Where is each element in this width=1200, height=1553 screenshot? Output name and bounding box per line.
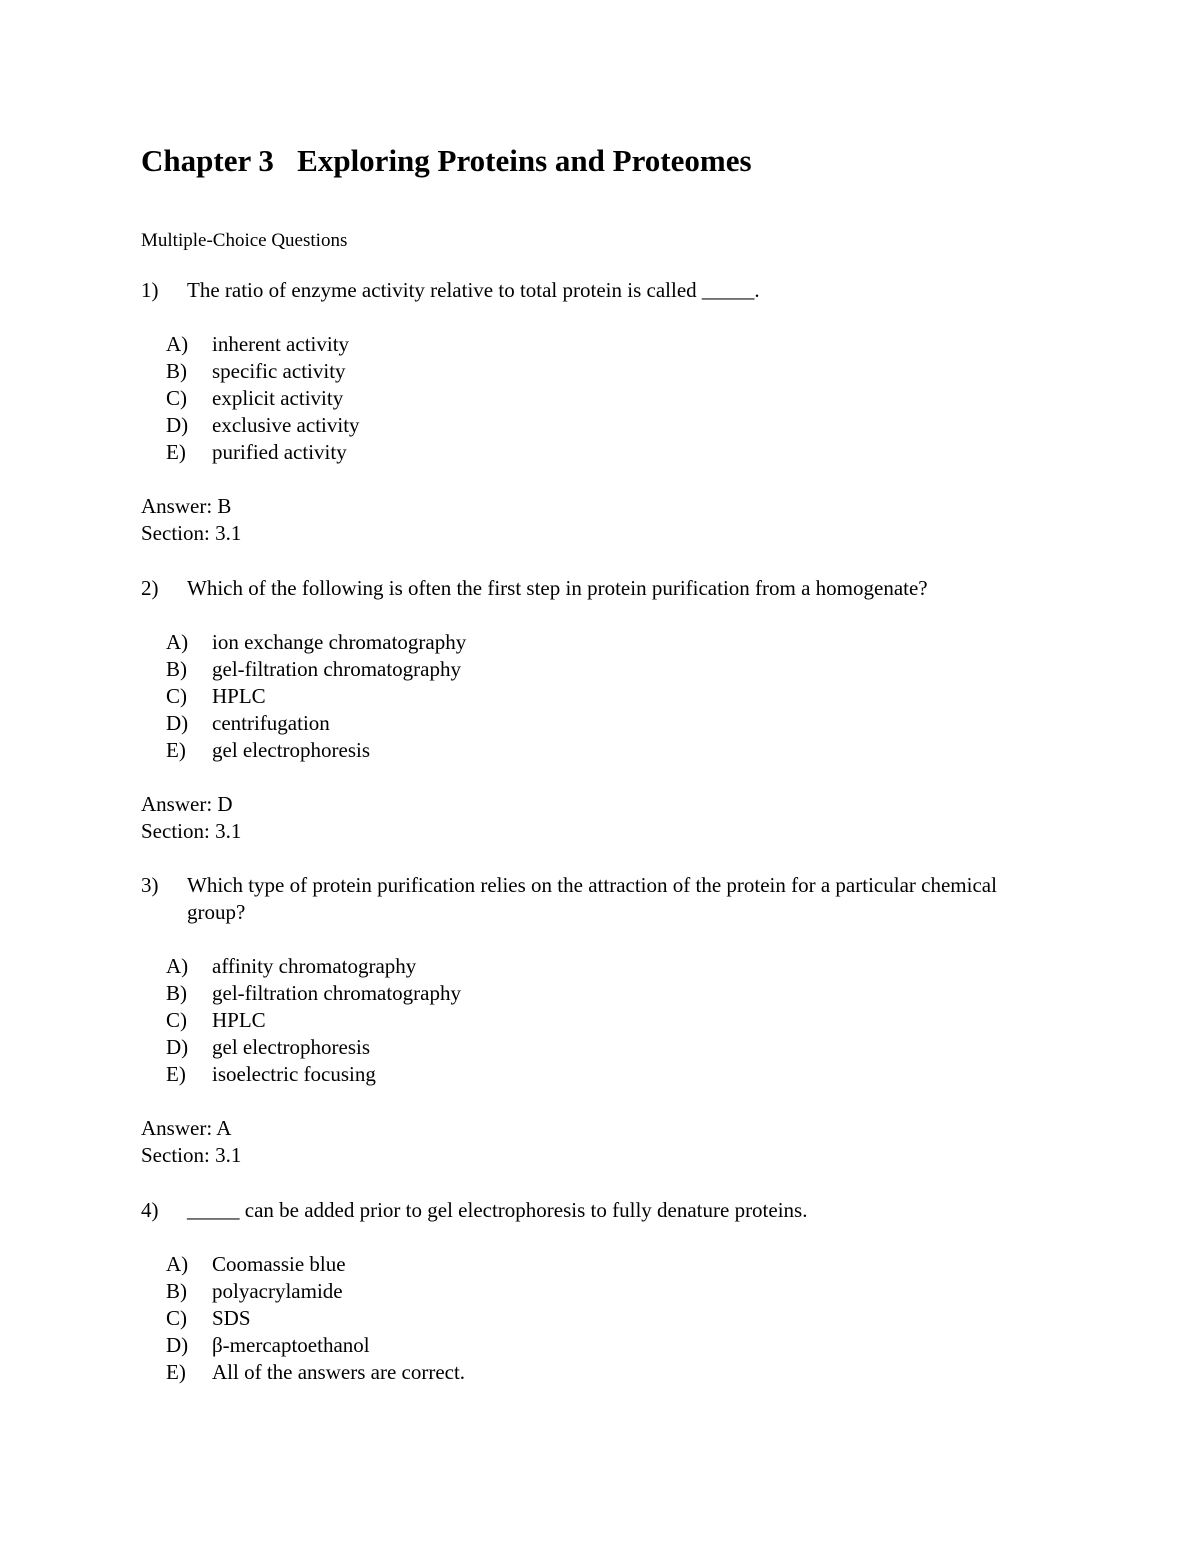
option-letter: C) <box>166 1008 187 1032</box>
section-ref: Section: 3.1 <box>141 819 242 843</box>
option-letter: D) <box>166 1035 189 1059</box>
option-letter: B) <box>166 1279 187 1303</box>
option-text: All of the answers are correct. <box>212 1360 466 1384</box>
option-letter: B) <box>166 981 187 1005</box>
answer-text: Answer: D <box>141 792 233 816</box>
option-letter: D) <box>166 1333 189 1357</box>
section-ref: Section: 3.1 <box>141 1143 242 1167</box>
option-text: gel electrophoresis <box>212 738 371 762</box>
option-a <box>166 953 1041 980</box>
option-text: polyacrylamide <box>212 1279 343 1303</box>
option-c <box>166 385 1041 412</box>
options-list <box>141 1251 1041 1386</box>
section-ref: Section: 3.1 <box>141 521 242 545</box>
question-stem <box>141 575 1041 602</box>
option-text: affinity chromatography <box>212 954 417 978</box>
option-letter: D) <box>166 711 189 735</box>
option-text: purified activity <box>212 440 347 464</box>
option-text: exclusive activity <box>212 413 360 437</box>
option-a <box>166 331 1041 358</box>
option-text: ion exchange chromatography <box>212 630 467 654</box>
question-stem <box>141 277 1041 304</box>
question-stem <box>141 1197 1041 1224</box>
question-number: 2) <box>141 576 159 600</box>
answer-text: Answer: B <box>141 494 232 518</box>
option-b <box>166 656 1041 683</box>
option-text: isoelectric focusing <box>212 1062 376 1086</box>
option-letter: E) <box>166 1062 186 1086</box>
option-text: gel-filtration chromatography <box>212 657 461 681</box>
question-text: Which of the following is often the first step in protein purification from a homogenate? <box>187 576 928 600</box>
option-b <box>166 358 1041 385</box>
options-list <box>141 629 1041 764</box>
option-e <box>166 439 1041 466</box>
question-4 <box>141 1197 1041 1386</box>
option-text: inherent activity <box>212 332 350 356</box>
option-a <box>166 629 1041 656</box>
question-2 <box>141 575 1041 845</box>
question-text: _____ can be added prior to gel electrophoresis to fully denature proteins. <box>187 1198 808 1222</box>
option-b <box>166 1278 1041 1305</box>
option-letter: D) <box>166 413 189 437</box>
option-d <box>166 1332 1041 1359</box>
option-letter: E) <box>166 440 186 464</box>
option-letter: C) <box>166 1306 187 1330</box>
answer-block <box>141 1115 1041 1169</box>
option-c <box>166 1305 1041 1332</box>
option-letter: E) <box>166 1360 186 1384</box>
option-c <box>166 1007 1041 1034</box>
question-stem <box>141 872 1041 926</box>
option-letter: B) <box>166 359 187 383</box>
section-subtitle: Multiple-Choice Questions <box>141 230 348 251</box>
answer-block <box>141 493 1041 547</box>
option-text: specific activity <box>212 359 346 383</box>
question-number: 3) <box>141 873 159 897</box>
option-letter: B) <box>166 657 187 681</box>
page-title: Chapter 3 Exploring Proteins and Proteomes <box>141 143 752 178</box>
option-text: β-mercaptoethanol <box>212 1333 370 1357</box>
option-letter: A) <box>166 630 189 654</box>
answer-block <box>141 791 1041 845</box>
option-e <box>166 1359 1041 1386</box>
option-text: SDS <box>212 1306 251 1330</box>
option-e <box>166 1061 1041 1088</box>
options-list <box>141 953 1041 1088</box>
question-text: Which type of protein purification relies on the attraction of the protein for a particular chemical group? <box>187 873 997 924</box>
option-text: gel-filtration chromatography <box>212 981 461 1005</box>
question-number: 1) <box>141 278 159 302</box>
option-a <box>166 1251 1041 1278</box>
answer-text: Answer: A <box>141 1116 232 1140</box>
option-e <box>166 737 1041 764</box>
option-letter: C) <box>166 386 187 410</box>
option-letter: C) <box>166 684 187 708</box>
option-c <box>166 683 1041 710</box>
option-text: HPLC <box>212 684 266 708</box>
option-letter: A) <box>166 332 189 356</box>
question-number: 4) <box>141 1198 159 1222</box>
option-text: HPLC <box>212 1008 266 1032</box>
option-letter: A) <box>166 1252 189 1276</box>
option-b <box>166 980 1041 1007</box>
question-1 <box>141 277 1041 547</box>
option-text: gel electrophoresis <box>212 1035 371 1059</box>
option-text: explicit activity <box>212 386 344 410</box>
options-list <box>141 331 1041 466</box>
option-text: Coomassie blue <box>212 1252 346 1276</box>
option-d <box>166 710 1041 737</box>
option-letter: A) <box>166 954 189 978</box>
option-d <box>166 1034 1041 1061</box>
question-text: The ratio of enzyme activity relative to total protein is called _____. <box>187 278 760 302</box>
option-text: centrifugation <box>212 711 330 735</box>
question-3 <box>141 872 1041 1169</box>
option-letter: E) <box>166 738 186 762</box>
option-d <box>166 412 1041 439</box>
